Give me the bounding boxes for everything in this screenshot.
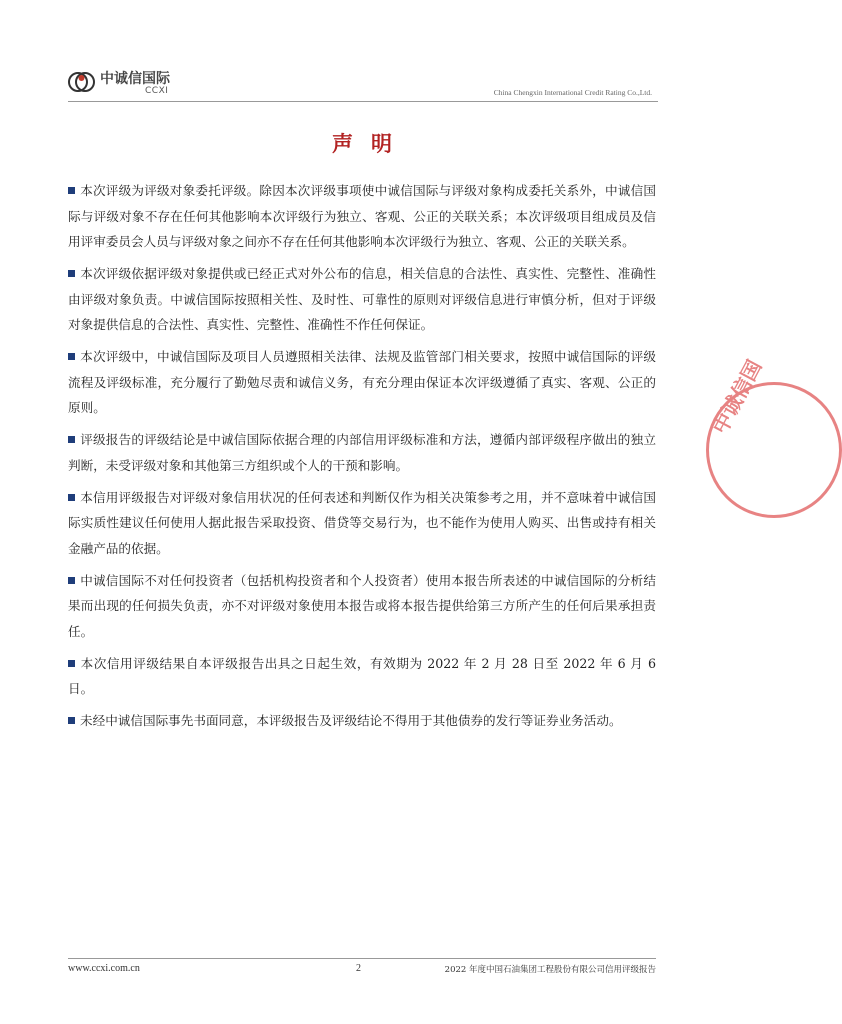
square-bullet-icon	[68, 494, 75, 501]
statement-text: 本信用评级报告对评级对象信用状况的任何表述和判断仅作为相关决策参考之用，并不意味着中诚信国际实质性建议任何使用人据此报告采取投资、借贷等交易行为，也不能作为使用人购买、出售或持有相关金融产品的依据。	[68, 489, 656, 556]
square-bullet-icon	[68, 436, 75, 443]
statement-item	[68, 485, 656, 562]
statement-list	[68, 178, 656, 740]
square-bullet-icon	[68, 270, 75, 277]
statement-text: 本次评级依据评级对象提供或已经正式对外公布的信息，相关信息的合法性、真实性、完整性、准确性由评级对象负责。中诚信国际按照相关性、及时性、可靠性的原则对评级信息进行审慎分析，但对于评级对象提供信息的合法性、真实性、完整性、准确性不作任何保证。	[68, 266, 656, 332]
square-bullet-icon	[68, 717, 75, 724]
statement-text: 中诚信国际不对任何投资者（包括机构投资者和个人投资者）使用本报告所表述的中诚信国际的分析结果而出现的任何损失负责，亦不对评级对象使用本报告或将本报告提供给第三方所产生的任何后果承担责任。	[68, 572, 656, 639]
statement-item	[68, 344, 656, 421]
logo-english-name: CCXI	[145, 86, 169, 96]
square-bullet-icon	[68, 577, 75, 584]
logo-chinese-name: 中诚信国际	[100, 71, 170, 87]
footer-website: www.ccxi.com.cn	[68, 963, 140, 974]
square-bullet-icon	[68, 660, 75, 667]
company-english-name: China Chengxin International Credit Rating Co.,Ltd.	[493, 88, 652, 97]
statement-text: 本次评级为评级对象委托评级。除因本次评级事项使中诚信国际与评级对象构成委托关系外，中诚信国际与评级对象不存在任何其他影响本次评级行为独立、客观、公正的关联关系；本次评级项目组成员及信用评审委员会人员与评级对象之间亦不存在任何其他影响本次评级行为独立、客观、公正的关联关系。	[68, 183, 656, 249]
square-bullet-icon	[68, 353, 75, 360]
footer-divider	[68, 958, 656, 959]
ccxi-logo-mark-icon	[68, 69, 98, 95]
statement-item	[68, 261, 656, 338]
header-divider	[68, 101, 658, 102]
page-header	[68, 66, 658, 102]
square-bullet-icon	[68, 187, 75, 194]
statement-item	[68, 178, 656, 255]
statement-text: 本次评级中，中诚信国际及项目人员遵照相关法律、法规及监管部门相关要求，按照中诚信国际的评级流程及评级标准，充分履行了勤勉尽责和诚信义务，有充分理由保证本次评级遵循了真实、客观、公正的原则。	[68, 349, 656, 415]
statement-text: 未经中诚信国际事先书面同意，本评级报告及评级结论不得用于其他债券的发行等证券业务活动。	[80, 713, 622, 728]
statement-item	[68, 568, 656, 645]
statement-item	[68, 651, 656, 702]
statement-text: 本次信用评级结果自本评级报告出具之日起生效，有效期为 2022 年 2 月 28 日至 2022 年 6 月 6 日。	[68, 655, 656, 696]
statement-item	[68, 708, 656, 734]
company-seal-stamp	[706, 355, 842, 518]
page-title: 声明	[332, 132, 410, 156]
stamp-text: 中诚信国	[707, 355, 767, 438]
footer-page-number: 2	[356, 963, 361, 974]
ccxi-logo	[68, 66, 188, 100]
statement-item	[68, 427, 656, 478]
statement-text: 评级报告的评级结论是中诚信国际依据合理的内部信用评级标准和方法，遵循内部评级程序做出的独立判断，未受评级对象和其他第三方组织或个人的干预和影响。	[68, 432, 656, 473]
footer-report-title: 2022 年度中国石油集团工程股份有限公司信用评级报告	[444, 965, 656, 975]
